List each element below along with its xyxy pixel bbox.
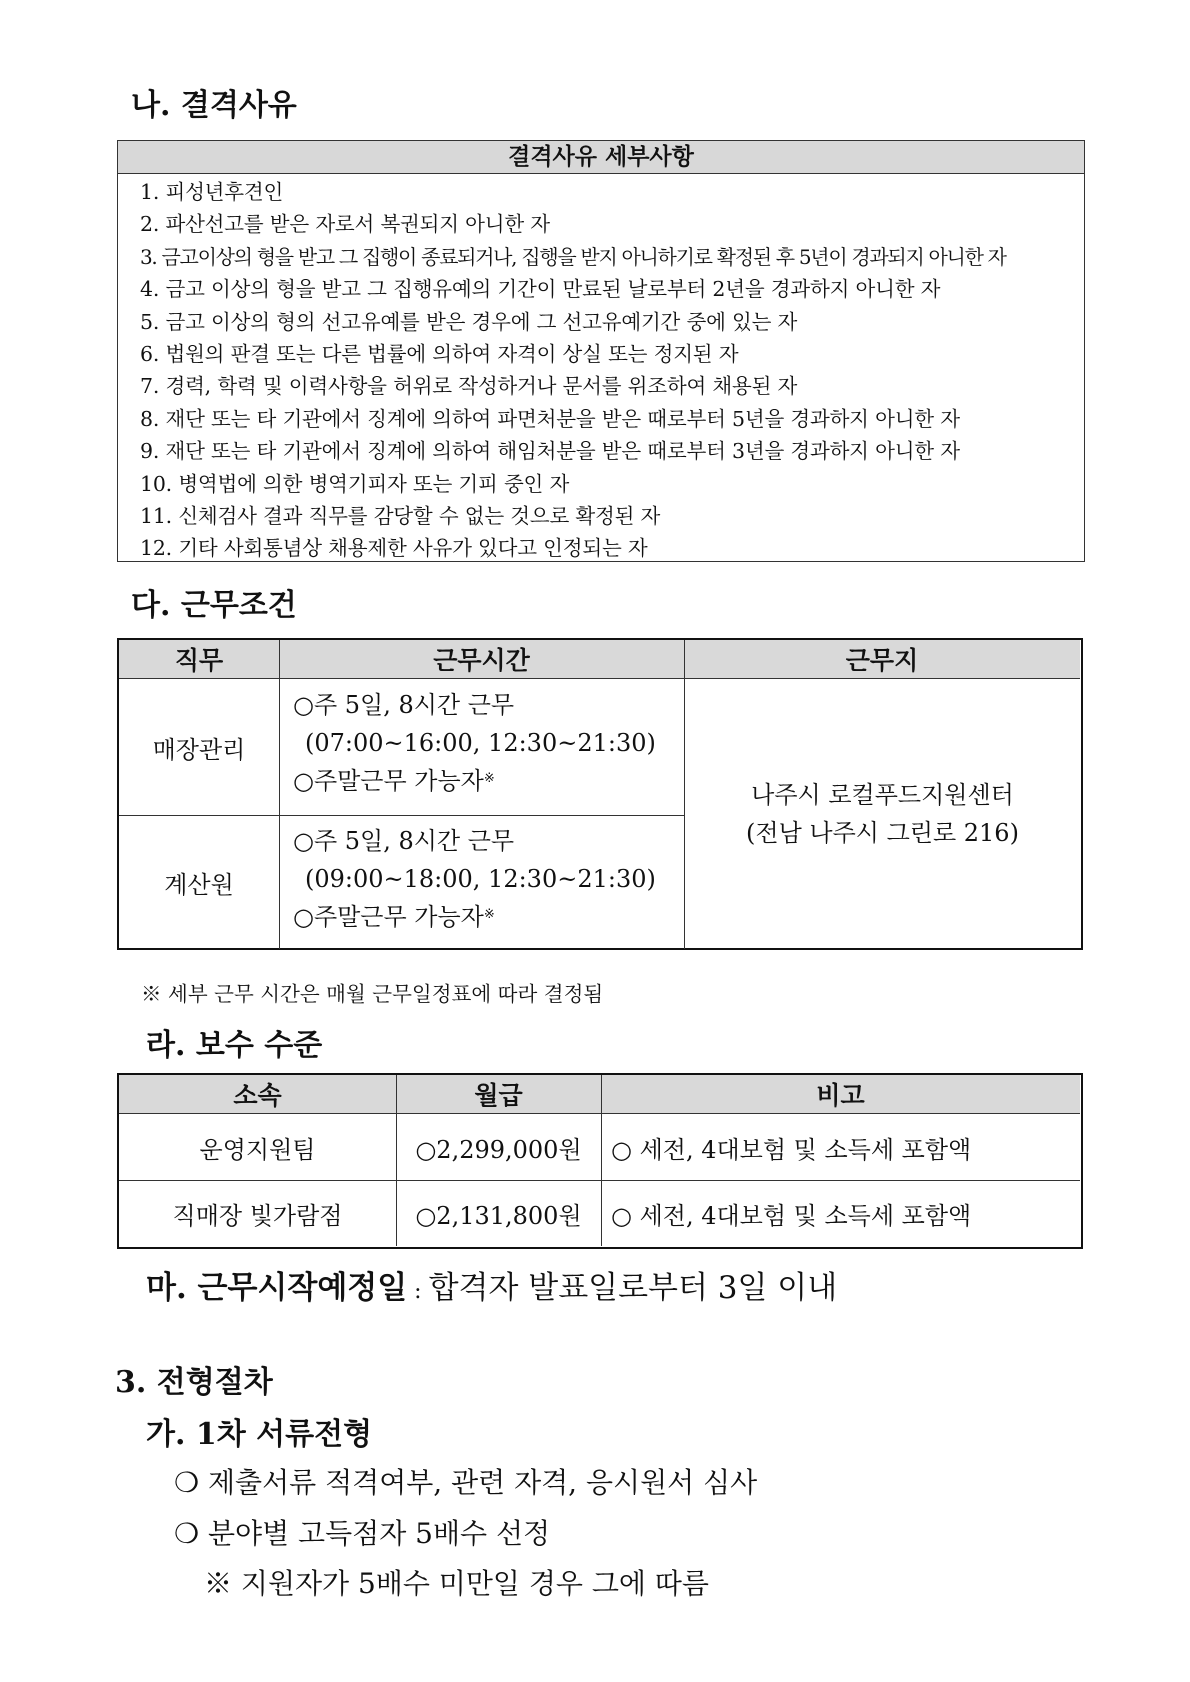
disqualification-list xyxy=(118,174,1084,565)
bullet-item: ❍ 분야별 고득점자 5배수 선정 xyxy=(174,1517,551,1550)
dept-operations-support: 운영지원팀 xyxy=(199,1135,316,1164)
divider xyxy=(279,640,280,949)
start-date-line xyxy=(146,1262,837,1307)
section-title-disqualification: 나. 결격사유 xyxy=(131,88,297,123)
list-item: 10. 병역법에 의한 병역기피자 또는 기피 중인 자 xyxy=(140,471,570,496)
list-item: 7. 경력, 학력 및 이력사항을 허위로 작성하거나 문서를 위조하여 채용된 자 xyxy=(140,374,798,399)
divider xyxy=(119,1113,1080,1114)
divider xyxy=(684,640,685,949)
list-item: 4. 금고 이상의 형을 받고 그 집행유예의 기간이 만료된 날로부터 2년을 경과하지 아니한 자 xyxy=(140,277,941,302)
section-title-pay: 라. 보수 수준 xyxy=(146,1028,323,1063)
header-salary: 월급 xyxy=(396,1075,601,1113)
job-cashier: 계산원 xyxy=(164,871,234,899)
remark-operations-support: ○ 세전, 4대보험 및 소득세 포함액 xyxy=(611,1135,972,1164)
salary-store-bitgaram: ○2,131,800원 xyxy=(415,1202,582,1230)
header-hours: 근무시간 xyxy=(279,640,684,678)
divider xyxy=(119,678,1080,679)
job-store-management: 매장관리 xyxy=(152,735,246,764)
start-date-label: 마. 근무시작예정일 xyxy=(146,1270,408,1306)
divider xyxy=(396,1075,397,1246)
list-item: 12. 기타 사회통념상 채용제한 사유가 있다고 인정되는 자 xyxy=(140,536,648,561)
list-item: 11. 신체검사 결과 직무를 감당할 수 없는 것으로 확정된 자 xyxy=(140,503,661,528)
note-mark: ※ xyxy=(483,907,495,922)
table-header: 결격사유 세부사항 xyxy=(118,141,1084,174)
list-item: 8. 재단 또는 타 기관에서 징계에 의하여 파면처분을 받은 때로부터 5년을 경과하지 아니한 자 xyxy=(140,406,960,431)
hours-cashier: ○주 5일, 8시간 근무 (09:00~18:00, 12:30~21:30) ○주말근무 가능자※ xyxy=(293,827,656,931)
work-conditions-table xyxy=(117,638,1083,950)
bullet-item: ❍ 제출서류 적격여부, 관련 자격, 응시원서 심사 xyxy=(174,1466,758,1499)
list-item: 2. 파산선고를 받은 자로서 복권되지 아니한 자 xyxy=(140,212,550,237)
list-item: 1. 피성년후견인 xyxy=(140,180,284,204)
screening-note: ※ 지원자가 5배수 미만일 경우 그에 따름 xyxy=(204,1567,709,1600)
remark-store-bitgaram: ○ 세전, 4대보험 및 소득세 포함액 xyxy=(611,1202,972,1230)
divider xyxy=(119,1180,1080,1181)
salary-operations-support: ○2,299,000원 xyxy=(415,1135,582,1164)
work-hours-note: ※ 세부 근무 시간은 매월 근무일정표에 따라 결정됨 xyxy=(141,982,604,1006)
start-date-separator: : xyxy=(407,1279,429,1304)
sub-title-document-screening: 가. 1차 서류전형 xyxy=(146,1417,373,1452)
hours-store-management: ○주 5일, 8시간 근무 (07:00~16:00, 12:30~21:30) ○주말근무 가능자※ xyxy=(293,691,656,795)
divider xyxy=(119,815,684,816)
disqualification-table xyxy=(117,140,1085,562)
work-location: 나주시 로컬푸드지원센터 (전남 나주시 그린로 216) xyxy=(746,781,1019,847)
divider xyxy=(601,1075,602,1246)
dept-store-bitgaram: 직매장 빛가람점 xyxy=(172,1202,343,1230)
section-title-selection: 3. 전형절차 xyxy=(115,1365,273,1400)
start-date-text: 합격자 발표일로부터 3일 이내 xyxy=(428,1270,838,1306)
header-remark: 비고 xyxy=(601,1075,1080,1113)
list-item: 3. 금고이상의 형을 받고 그 집행이 종료되거나, 집행을 받지 아니하기로 확정된 후 5년이 경과되지 아니한 자 xyxy=(140,244,1006,269)
header-job: 직무 xyxy=(119,640,279,678)
list-item: 5. 금고 이상의 형의 선고유예를 받은 경우에 그 선고유예기간 중에 있는 자 xyxy=(140,309,798,334)
pay-table xyxy=(117,1073,1083,1249)
list-item: 9. 재단 또는 타 기관에서 징계에 의하여 해임처분을 받은 때로부터 3년을 경과하지 아니한 자 xyxy=(140,439,960,464)
note-mark: ※ xyxy=(483,771,495,786)
section-title-work-conditions: 다. 근무조건 xyxy=(131,588,297,623)
header-dept: 소속 xyxy=(119,1075,396,1113)
list-item: 6. 법원의 판결 또는 다른 법률에 의하여 자격이 상실 또는 정지된 자 xyxy=(140,341,739,366)
header-location: 근무지 xyxy=(684,640,1080,678)
